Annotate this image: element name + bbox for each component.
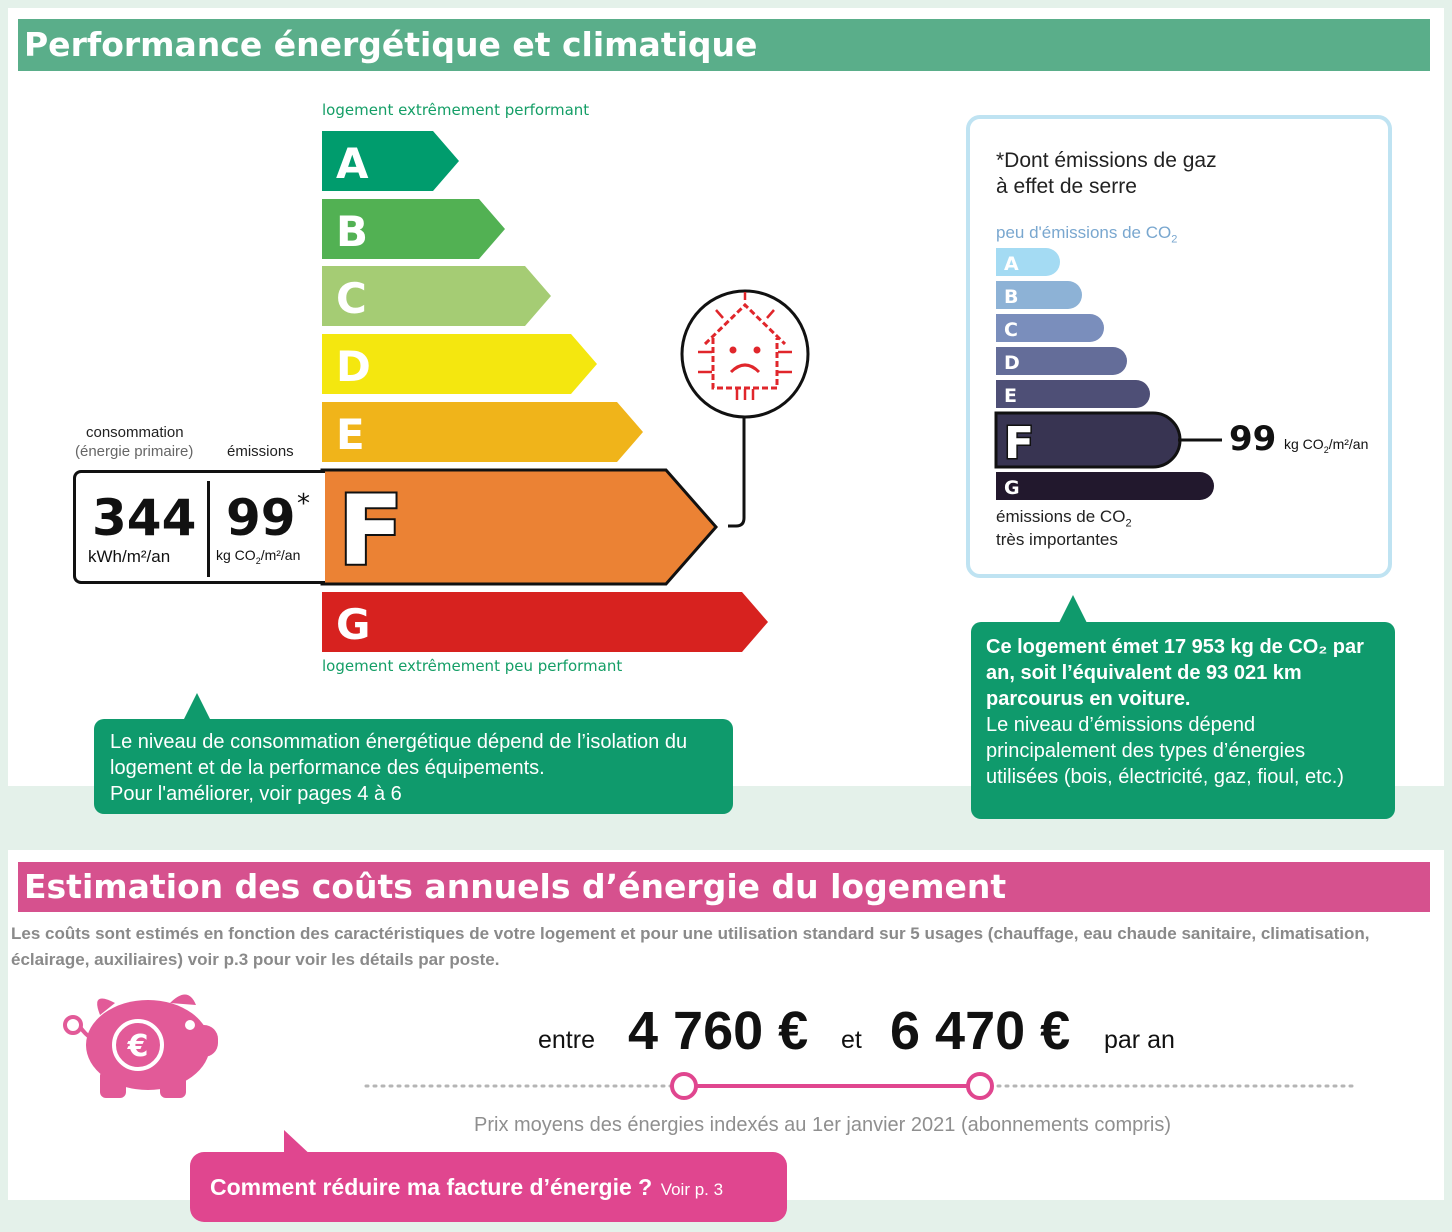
sad-house-icon [682, 291, 808, 417]
callout-line: Pour l'améliorer, voir pages 4 à 6 [110, 783, 402, 805]
per-year: par an [1104, 1026, 1175, 1054]
callout-line: Le niveau d’émissions dépend [986, 714, 1256, 736]
costs-description-1: Les coûts sont estimés en fonction des caractéristiques de votre logement et pour une utilisation standard sur 5 usages (chauffage, eau chaude sanitaire, climatisation, [11, 924, 1370, 943]
costs-description-2: éclairage, auxiliaires) voir p.3 pour voir les détails par poste. [11, 950, 500, 969]
co2-title-2: à effet de serre [996, 175, 1137, 198]
callout-bold-line: Ce logement émet 17 953 kg de CO₂ par [986, 636, 1364, 658]
co2-class-letter-g: G [1004, 477, 1020, 499]
between-word: entre [538, 1026, 595, 1054]
co2-class-letter-e: E [1004, 385, 1017, 407]
co2-class-letter-b: B [1004, 286, 1019, 308]
energy-summary-box [73, 470, 325, 584]
co2-bottom-label-1: émissions de $CO_2$ [996, 507, 1132, 530]
energy-class-letter-b: B [336, 207, 369, 256]
co2-title-1: *Dont émissions de gaz [996, 149, 1217, 172]
and-word: et [841, 1026, 862, 1054]
reduce-bill-link[interactable] [190, 1152, 787, 1222]
callout-pointer [183, 693, 211, 721]
co2-class-letter-d: D [1004, 352, 1020, 374]
costs-header: Estimation des coûts annuels d’énergie du logement [18, 862, 1430, 912]
callout-line: utilisées (bois, électricité, gaz, fioul, etc.) [986, 766, 1344, 788]
energy-class-letter-d: D [336, 342, 371, 391]
consumption-sublabel: (énergie primaire) [75, 443, 194, 460]
price-note: Prix moyens des énergies indexés au 1er janvier 2021 (abonnements compris) [474, 1114, 1172, 1136]
co2-class-letter-a: A [1004, 253, 1019, 275]
callout-bold-line: an, soit l’équivalent de 93 021 km [986, 662, 1302, 684]
min-cost: 4 760 € [628, 1001, 809, 1061]
consumption-value: 344 [92, 489, 197, 547]
co2-scale [960, 240, 1400, 510]
summary-divider [207, 481, 210, 577]
svg-text:€: € [127, 1029, 149, 1064]
emissions-value: 99 [226, 489, 296, 547]
emissions-callout [971, 622, 1395, 819]
callout-bold-line: parcourus en voiture. [986, 688, 1191, 710]
energy-class-letter-f: F [338, 475, 404, 587]
consumption-callout [94, 719, 733, 814]
piggy-bank-euro-icon [60, 985, 230, 1105]
co2-bottom-label-2: très importantes [996, 530, 1118, 549]
reduce-bill-ref: Voir p. 3 [660, 1180, 724, 1199]
callout-pointer [1059, 595, 1087, 623]
energy-class-letter-a: A [336, 139, 369, 188]
callout-line: Le niveau de consommation énergétique dépend de l’isolation du [110, 731, 688, 753]
connector-line [728, 418, 744, 526]
max-cost: 6 470 € [890, 1001, 1071, 1061]
performance-header: Performance énergétique et climatique [18, 19, 1430, 71]
emissions-unit: kg $CO_2/m^2/an$ [216, 547, 301, 566]
energy-class-bar-e [322, 402, 643, 462]
emissions-label: émissions [227, 443, 294, 460]
consumption-unit: kWh/m²/an [88, 547, 171, 566]
co2-class-bars [996, 248, 1214, 500]
min-marker [672, 1074, 696, 1098]
scale-bottom-label: logement extrêmement peu performant [322, 657, 623, 675]
emissions-asterisk: * [297, 489, 310, 519]
co2-class-letter-f: F [1004, 418, 1035, 469]
callout-line: logement et de la performance des équipements. [110, 757, 545, 779]
energy-class-letter-c: C [336, 274, 367, 323]
consumption-label: consommation [86, 424, 184, 441]
co2-top-label: peu d'émissions de $CO_2$ [996, 223, 1178, 246]
energy-class-bar-g [322, 592, 768, 652]
callout-line: principalement des types d’énergies [986, 740, 1306, 762]
co2-unit: kg $CO_2/m^2/an$ [1284, 436, 1369, 455]
reduce-bill-text: Comment réduire ma facture d’énergie ? [210, 1174, 653, 1200]
scale-top-label: logement extrêmement performant [322, 101, 590, 119]
energy-class-letter-e: E [336, 410, 365, 459]
cost-range-bar [360, 1070, 1360, 1104]
max-marker [968, 1074, 992, 1098]
co2-class-bar-e [996, 380, 1150, 408]
energy-class-letter-g: G [336, 600, 371, 649]
co2-class-letter-c: C [1004, 319, 1018, 341]
co2-value: 99 [1229, 419, 1277, 459]
co2-class-bar-g [996, 472, 1214, 500]
